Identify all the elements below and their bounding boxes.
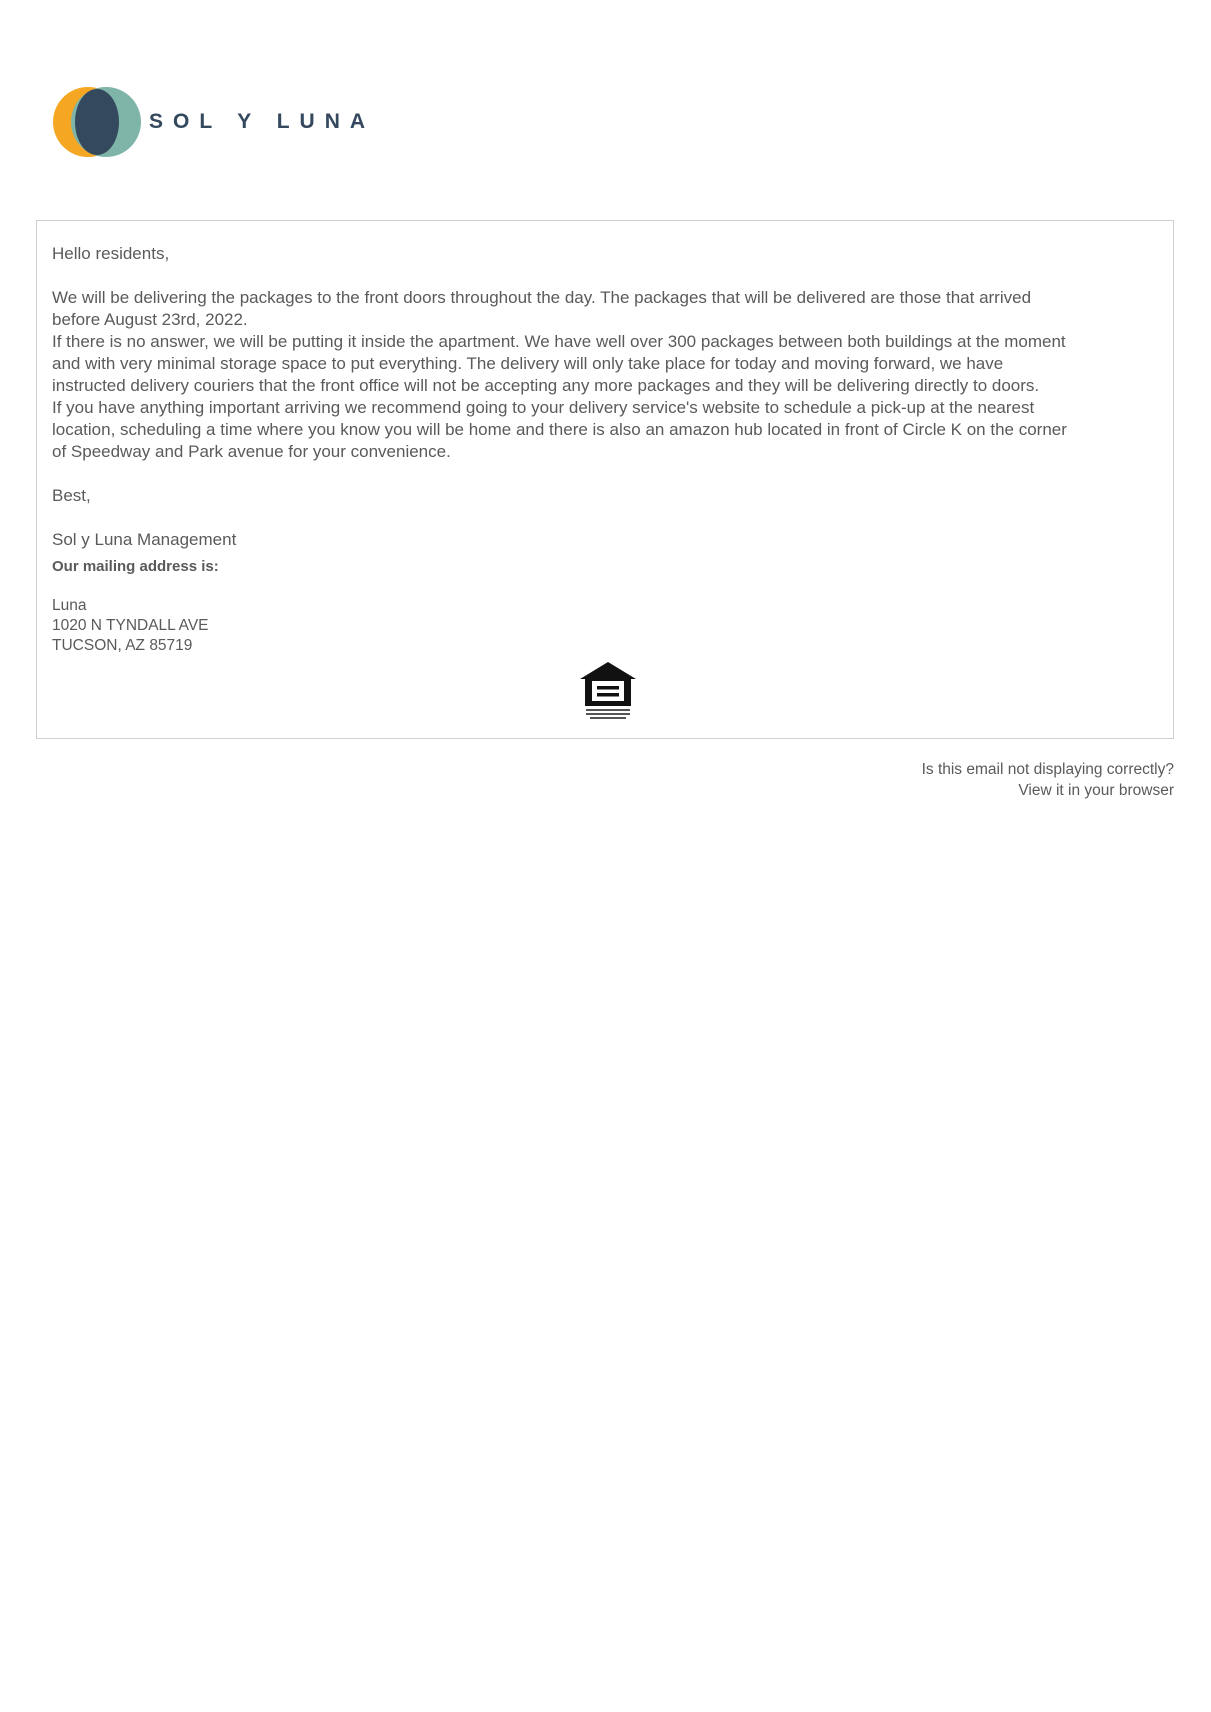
sol-y-luna-logo-icon [51, 86, 143, 158]
address-line: 1020 N TYNDALL AVE [52, 617, 209, 634]
signature: Sol y Luna Management [52, 530, 237, 549]
greeting: Hello residents, [52, 244, 170, 263]
body-line: If there is no answer, we will be putting it inside the apartment. We have well over 300 packages between both buildings at the moment [52, 332, 1066, 351]
brand-logo [51, 86, 375, 158]
message-body [52, 287, 1160, 463]
body-line: If you have anything important arriving we recommend going to your delivery service's website to schedule a pick-up at the nearest [52, 398, 1035, 417]
body-line: and with very minimal storage space to put everything. The delivery will only take place for today and moving forward, we have [52, 354, 1004, 373]
body-line: instructed delivery couriers that the front office will not be accepting any more packages and they will be delivering directly to doors. [52, 376, 1040, 395]
address-line: TUCSON, AZ 85719 [52, 637, 193, 654]
view-in-browser-link[interactable]: View it in your browser [1018, 782, 1174, 799]
closing: Best, [52, 486, 91, 505]
email-content [52, 243, 1160, 656]
display-question: Is this email not displaying correctly? [921, 761, 1174, 778]
mailing-address-heading: Our mailing address is: [52, 558, 219, 575]
body-line: We will be delivering the packages to the front doors throughout the day. The packages that will be delivered are those that arrived [52, 288, 1032, 307]
address-line: Luna [52, 597, 87, 614]
body-line: before August 23rd, 2022. [52, 310, 248, 329]
brand-name: SOL Y LUNA [149, 110, 376, 133]
mailing-address [52, 596, 1160, 656]
body-line: location, scheduling a time where you know you will be home and there is also an amazon hub located in front of Circle K on the corner [52, 420, 1067, 439]
email-card [36, 220, 1174, 739]
body-line: of Speedway and Park avenue for your convenience. [52, 442, 451, 461]
equal-housing-opportunity-icon [578, 659, 638, 721]
email-footer [922, 759, 1174, 801]
